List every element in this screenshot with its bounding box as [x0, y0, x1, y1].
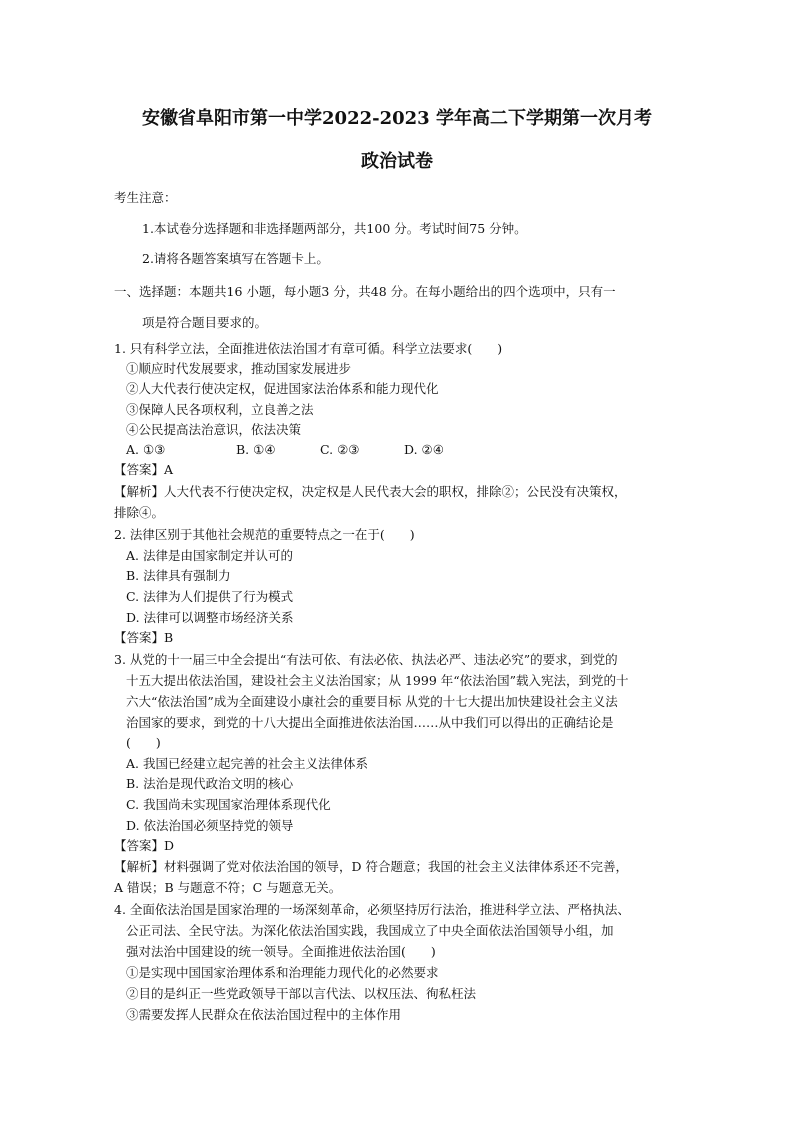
notice-item: 1.本试卷分选择题和非选择题两部分，共100 分。考试时间75 分钟。	[142, 221, 527, 236]
question-stem: 1. 只有科学立法，全面推进依法治国才有章可循。科学立法要求( )	[114, 341, 503, 356]
analysis-line: 排除④。	[114, 505, 165, 520]
exam-title: 安徽省阜阳市第一中学2022-2023 学年高二下学期第一次月考	[142, 108, 652, 129]
section-heading-cont: 项是符合题目要求的。	[142, 315, 268, 330]
question-item: A. 我国已经建立起完善的社会主义法律体系	[126, 756, 368, 771]
question-item: ③需要发挥人民群众在依法治国过程中的主体作用	[126, 1007, 402, 1022]
question-stem: ( )	[126, 735, 161, 750]
answer-line: 【答案】B	[114, 630, 174, 645]
exam-subtitle: 政治试卷	[361, 151, 433, 172]
question-item: ④公民提高法治意识，依法决策	[126, 422, 302, 437]
answer-options	[126, 442, 444, 458]
question-stem: 4. 全面依法治国是国家治理的一场深刻革命，必须坚持厉行法治，推进科学立法、严格执法、	[114, 902, 630, 917]
question-stem: 治国家的要求，到党的十八大提出全面推进依法治国……从中我们可以得出的正确结论是	[126, 715, 614, 730]
answer-line: 【答案】D	[114, 838, 175, 853]
question-item: D. 依法治国必须坚持党的领导	[126, 818, 294, 833]
question-item: A. 法律是由国家制定并认可的	[126, 548, 293, 563]
section-heading: 一、选择题：本题共16 小题，每小题3 分，共48 分。在每小题给出的四个选项中，只有一	[114, 284, 616, 299]
notice-heading: 考生注意：	[114, 190, 177, 205]
option-b: B. ①④	[236, 442, 276, 457]
question-stem: 3. 从党的十一届三中全会提出“有法可依、有法必依、执法必严、违法必究”的要求，到党的	[114, 652, 618, 667]
question-stem: 六大“依法治国”成为全面建设小康社会的重要目标 从党的十七大提出加快建设社会主义法	[126, 694, 618, 709]
question-item: ②目的是纠正一些党政领导干部以言代法、以权压法、徇私枉法	[126, 986, 477, 1001]
notice-item: 2.请将各题答案填写在答题卡上。	[142, 251, 329, 266]
analysis-line: 【解析】材料强调了党对依法治国的领导，D 符合题意；我国的社会主义法律体系还不完善，	[114, 859, 628, 874]
option-c: C. ②③	[320, 442, 360, 457]
question-item: ①是实现中国国家治理体系和治理能力现代化的必然要求	[126, 965, 439, 980]
question-item: C. 法律为人们提供了行为模式	[126, 589, 294, 604]
question-item: ①顺应时代发展要求，推动国家发展进步	[126, 361, 352, 376]
answer-line: 【答案】A	[114, 462, 174, 477]
question-item: B. 法律具有强制力	[126, 568, 231, 583]
analysis-line: 【解析】人大代表不行使决定权，决定权是人民代表大会的职权，排除②；公民没有决策权，	[114, 484, 627, 499]
question-item: C. 我国尚未实现国家治理体系现代化	[126, 797, 331, 812]
question-stem: 十五大提出依法治国，建设社会主义法治国家；从 1999 年“依法治国”载入宪法，到党的十	[126, 673, 629, 688]
question-stem: 公正司法、全民守法。为深化依法治国实践，我国成立了中央全面依法治国领导小组，加	[126, 923, 614, 938]
option-d: D. ②④	[404, 442, 444, 457]
analysis-line: A 错误；B 与题意不符；C 与题意无关。	[114, 880, 342, 895]
option-a: A. ①③	[126, 442, 166, 457]
question-item: ②人大代表行使决定权，促进国家法治体系和能力现代化	[126, 381, 439, 396]
question-item: D. 法律可以调整市场经济关系	[126, 610, 294, 625]
question-item: ③保障人民各项权利，立良善之法	[126, 402, 314, 417]
question-item: B. 法治是现代政治文明的核心	[126, 776, 294, 791]
question-stem: 强对法治中国建设的统一领导。全面推进依法治国( )	[126, 944, 436, 959]
question-stem: 2. 法律区别于其他社会规范的重要特点之一在于( )	[114, 527, 415, 542]
